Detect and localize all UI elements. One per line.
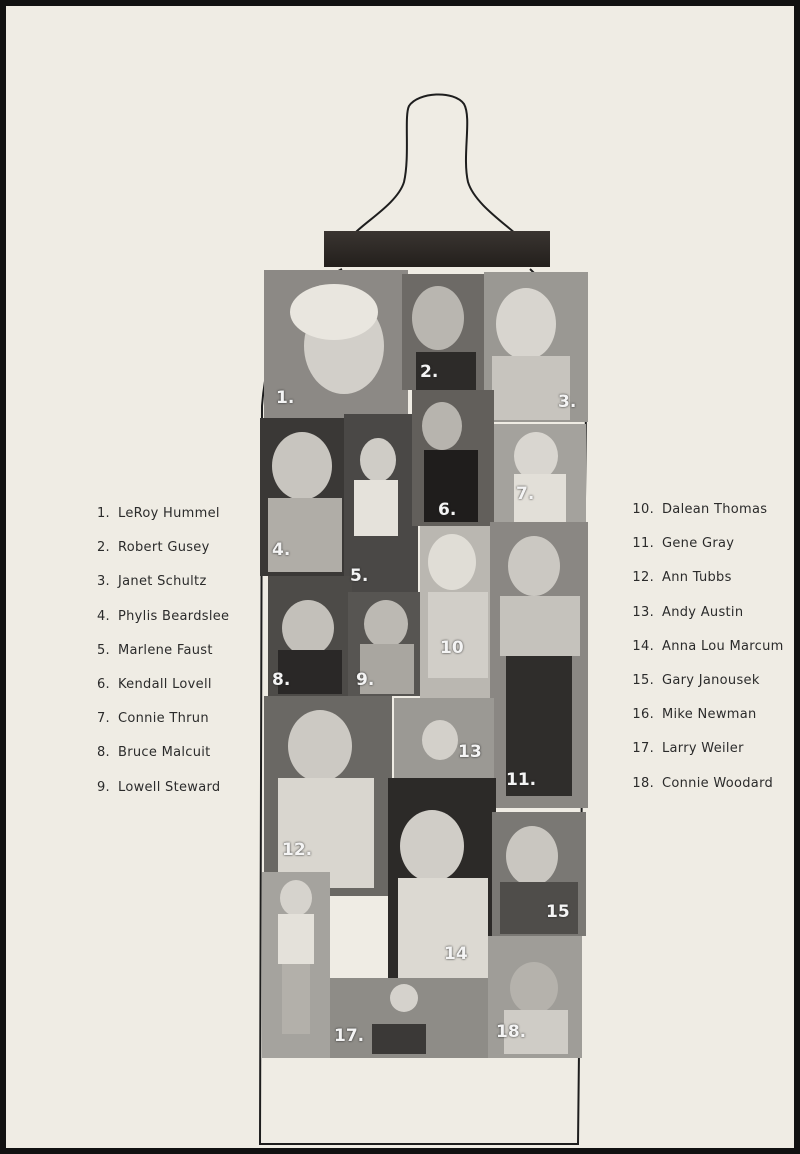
- name-entry: [88, 778, 229, 812]
- entry-number: 9.: [96, 779, 110, 795]
- names-list-right: [626, 500, 784, 808]
- photo-number-7: 7.: [516, 484, 535, 504]
- photo-number-17: 18.: [496, 1022, 527, 1042]
- name-entry: [626, 739, 784, 773]
- name-entry: [88, 675, 229, 709]
- photo-number-16: 17.: [334, 1026, 365, 1046]
- entry-number: 10.: [632, 502, 654, 517]
- entry-name: Anna Lou Marcum: [662, 638, 784, 654]
- entry-number: 3.: [96, 574, 110, 590]
- name-entry: [88, 572, 229, 606]
- photo-number-2: 2.: [420, 362, 439, 382]
- baby-photo-collage: [260, 270, 588, 1058]
- entry-name: Mike Newman: [662, 707, 757, 723]
- entry-number: 13.: [632, 604, 654, 620]
- entry-number: 11.: [632, 536, 654, 552]
- entry-name: Andy Austin: [662, 604, 744, 620]
- entry-number: 15.: [632, 672, 654, 688]
- photo-number-5: 5.: [350, 566, 369, 586]
- entry-number: 5.: [96, 642, 110, 658]
- entry-name: Larry Weiler: [662, 741, 744, 757]
- name-entry: [626, 500, 784, 534]
- name-entry: [626, 534, 784, 568]
- photo-number-13: 13: [458, 742, 482, 762]
- entry-name: Marlene Faust: [118, 642, 213, 658]
- name-entry: [88, 743, 229, 777]
- name-entry: [88, 641, 229, 675]
- entry-number: 4.: [96, 608, 110, 624]
- entry-number: 16.: [632, 707, 654, 723]
- name-entry: [626, 671, 784, 705]
- photo-number-6: 6.: [438, 500, 457, 520]
- entry-name: Gary Janousek: [662, 672, 760, 688]
- entry-name: Bruce Malcuit: [118, 745, 211, 761]
- bottle-cap: [324, 231, 550, 267]
- name-entry: [88, 709, 229, 743]
- photo-number-15: 15: [546, 902, 570, 922]
- entry-name: Dalean Thomas: [662, 502, 768, 517]
- photo-number-4: 4.: [272, 540, 291, 560]
- photo-number-8: 8.: [272, 670, 291, 690]
- name-entry: [626, 705, 784, 739]
- entry-name: Gene Gray: [662, 536, 735, 552]
- photo-number-10: 10: [440, 638, 464, 658]
- name-entry: [626, 568, 784, 602]
- name-entry: [626, 774, 784, 808]
- entry-name: Ann Tubbs: [662, 570, 732, 586]
- names-list-left: [88, 504, 229, 812]
- entry-name: Kendall Lovell: [118, 676, 212, 692]
- photo-number-1: 1.: [276, 388, 295, 408]
- entry-number: 7.: [96, 711, 110, 727]
- entry-number: 17.: [632, 741, 654, 757]
- entry-name: Lowell Steward: [118, 779, 221, 795]
- entry-number: 14.: [632, 638, 654, 654]
- name-entry: [88, 538, 229, 572]
- entry-number: 12.: [632, 570, 654, 586]
- yearbook-page: [6, 6, 794, 1148]
- entry-name: Connie Woodard: [662, 775, 774, 791]
- entry-number: 8.: [96, 745, 110, 761]
- entry-name: LeRoy Hummel: [118, 506, 220, 521]
- bottle-nipple-outline: [356, 94, 516, 234]
- photo-number-14: 14: [444, 944, 468, 964]
- entry-name: Janet Schultz: [118, 574, 207, 590]
- entry-number: 18.: [632, 775, 654, 791]
- entry-name: Robert Gusey: [118, 540, 210, 556]
- name-entry: [626, 603, 784, 637]
- entry-number: 6.: [96, 676, 110, 692]
- name-entry: [88, 504, 229, 538]
- entry-number: 2.: [96, 540, 110, 556]
- photo-number-12: 12.: [282, 840, 313, 860]
- entry-name: Phylis Beardslee: [118, 608, 230, 624]
- name-entry: [88, 607, 229, 641]
- photo-number-3: 3.: [558, 392, 577, 412]
- photo-number-11: 11.: [506, 770, 537, 790]
- entry-number: 1.: [96, 506, 110, 521]
- photo-number-9: 9.: [356, 670, 375, 690]
- name-entry: [626, 637, 784, 671]
- entry-name: Connie Thrun: [118, 711, 209, 727]
